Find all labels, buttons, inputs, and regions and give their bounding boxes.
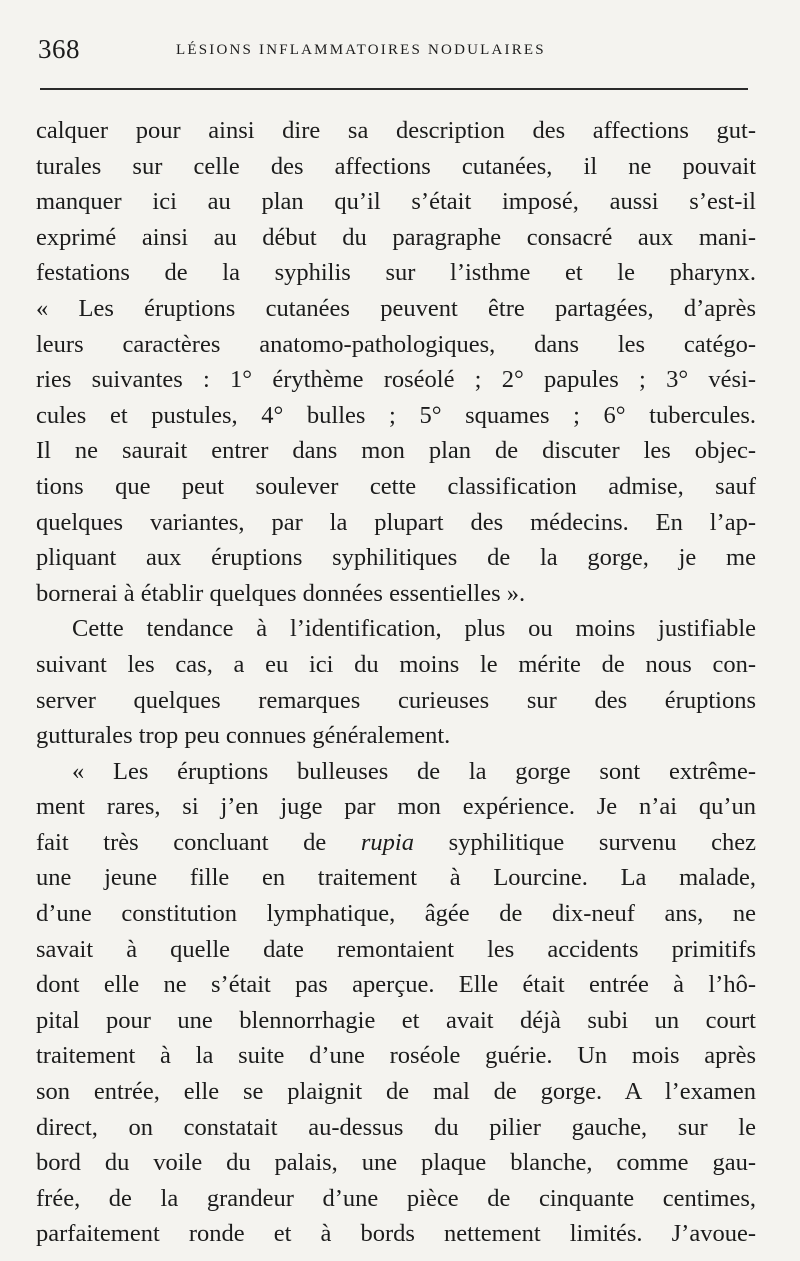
text-line: traitement à la suite d’une roséole guérie. Un mois après	[36, 1042, 756, 1070]
text-line: exprimé ainsi au début du paragraphe consacré aux mani-	[36, 223, 756, 251]
text-line: ment rares, si j’en juge par mon expérience. Je n’ai qu’un	[36, 793, 756, 821]
text-segment: syphilitique survenu chez	[413, 828, 756, 856]
text-line: pital pour une blennorrhagie et avait déjà subi un court	[36, 1006, 756, 1034]
text-line: suivant les cas, a eu ici du moins le mérite de nous con-	[36, 650, 756, 678]
text-line: cules et pustules, 4° bulles ; 5° squames ; 6° tubercules.	[36, 401, 756, 429]
text-line: calquer pour ainsi dire sa description des affections gut-	[36, 117, 756, 144]
text-line: dont elle ne s’était pas aperçue. Elle était entrée à l’hô-	[36, 971, 756, 999]
text-line: leurs caractères anatomo-pathologiques, dans les catégo-	[36, 330, 756, 358]
text-line: tions que peut soulever cette classification admise, sauf	[36, 472, 756, 500]
body-text	[36, 113, 756, 1252]
text-line: bord du voile du palais, une plaque blanche, comme gau-	[36, 1149, 756, 1177]
text-line: server quelques remarques curieuses sur des éruptions	[36, 686, 756, 714]
text-line: festations de la syphilis sur l’isthme et le pharynx.	[36, 259, 756, 287]
text-line: parfaitement ronde et à bords nettement limités. J’avoue-	[36, 1220, 756, 1248]
running-head	[38, 34, 750, 74]
text-line	[36, 825, 756, 861]
text-line: manquer ici au plan qu’il s’était imposé, aussi s’est-il	[36, 188, 756, 216]
text-line: pliquant aux éruptions syphilitiques de la gorge, je me	[36, 544, 756, 572]
text-line: frée, de la grandeur d’une pièce de cinquante centimes,	[36, 1184, 756, 1212]
header-rule	[40, 88, 748, 90]
text-line: gutturales trop peu connues généralement.	[36, 722, 451, 750]
italic-term: rupia	[360, 828, 414, 856]
text-line: « Les éruptions cutanées peuvent être partagées, d’après	[36, 294, 756, 322]
text-line: « Les éruptions bulleuses de la gorge sont extrême-	[72, 757, 756, 785]
text-line: bornerai à établir quelques données essentielles ».	[36, 579, 526, 607]
text-line: une jeune fille en traitement à Lourcine. La malade,	[36, 864, 756, 892]
text-line: turales sur celle des affections cutanées, il ne pouvait	[36, 152, 756, 180]
text-line: Il ne saurait entrer dans mon plan de discuter les objec-	[36, 437, 756, 465]
page-number: 368	[38, 34, 80, 64]
text-line: Cette tendance à l’identification, plus ou moins justifiable	[72, 615, 756, 643]
text-line: son entrée, elle se plaignit de mal de gorge. A l’examen	[36, 1078, 756, 1106]
text-segment: fait très concluant de	[36, 828, 361, 856]
text-line: savait à quelle date remontaient les accidents primitifs	[36, 935, 756, 963]
text-line: direct, on constatait au-dessus du pilier gauche, sur le	[36, 1113, 756, 1141]
text-line: d’une constitution lymphatique, âgée de dix-neuf ans, ne	[36, 900, 756, 928]
running-title: LÉSIONS INFLAMMATOIRES NODULAIRES	[176, 42, 546, 58]
text-line: ries suivantes : 1° érythème roséolé ; 2° papules ; 3° vési-	[36, 366, 756, 394]
text-line: quelques variantes, par la plupart des médecins. En l’ap-	[36, 508, 756, 536]
